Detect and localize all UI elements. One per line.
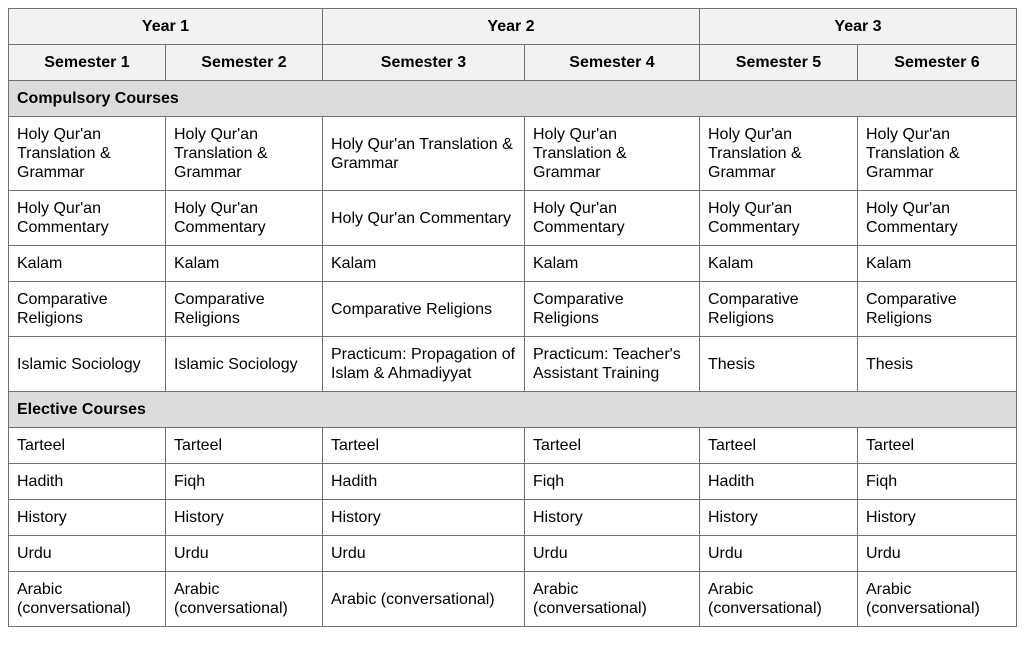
table-cell: Kalam (9, 246, 166, 282)
table-cell: Hadith (323, 464, 525, 500)
curriculum-table (8, 8, 1017, 627)
section-title: Elective Courses (9, 392, 1017, 428)
table-cell: Holy Qur'an Commentary (525, 191, 700, 246)
table-cell: Islamic Sociology (9, 337, 166, 392)
table-row (9, 191, 1017, 246)
table-cell: Thesis (858, 337, 1017, 392)
table-cell: Comparative Religions (166, 282, 323, 337)
table-cell: Arabic (conversational) (323, 572, 525, 627)
table-cell: Hadith (700, 464, 858, 500)
table-cell: Tarteel (858, 428, 1017, 464)
semester-header: Semester 1 (9, 45, 166, 81)
table-cell: Practicum: Teacher's Assistant Training (525, 337, 700, 392)
table-cell: Tarteel (166, 428, 323, 464)
table-cell: Comparative Religions (9, 282, 166, 337)
table-cell: Holy Qur'an Translation & Grammar (525, 117, 700, 191)
table-cell: Arabic (conversational) (9, 572, 166, 627)
table-cell: History (700, 500, 858, 536)
table-row (9, 500, 1017, 536)
table-row (9, 337, 1017, 392)
table-cell: History (525, 500, 700, 536)
table-cell: History (9, 500, 166, 536)
table-cell: Kalam (858, 246, 1017, 282)
table-cell: Urdu (700, 536, 858, 572)
table-cell: Fiqh (858, 464, 1017, 500)
section-title: Compulsory Courses (9, 81, 1017, 117)
table-row (9, 428, 1017, 464)
table-cell: Holy Qur'an Translation & Grammar (700, 117, 858, 191)
table-cell: Urdu (9, 536, 166, 572)
semester-header: Semester 3 (323, 45, 525, 81)
semester-header-row (9, 45, 1017, 81)
table-cell: Kalam (166, 246, 323, 282)
table-cell: Fiqh (525, 464, 700, 500)
table-cell: Arabic (conversational) (166, 572, 323, 627)
year-header-row (9, 9, 1017, 45)
table-cell: Tarteel (9, 428, 166, 464)
table-cell: Urdu (858, 536, 1017, 572)
semester-header: Semester 2 (166, 45, 323, 81)
table-cell: History (323, 500, 525, 536)
table-cell: Holy Qur'an Commentary (323, 191, 525, 246)
table-row (9, 536, 1017, 572)
semester-header: Semester 5 (700, 45, 858, 81)
semester-header: Semester 4 (525, 45, 700, 81)
table-cell: Holy Qur'an Commentary (9, 191, 166, 246)
table-cell: Tarteel (323, 428, 525, 464)
table-cell: Holy Qur'an Translation & Grammar (858, 117, 1017, 191)
table-cell: Arabic (conversational) (858, 572, 1017, 627)
year-header: Year 1 (9, 9, 323, 45)
table-body (9, 81, 1017, 627)
table-cell: Islamic Sociology (166, 337, 323, 392)
table-cell: Comparative Religions (323, 282, 525, 337)
section-row (9, 81, 1017, 117)
table-cell: Arabic (conversational) (700, 572, 858, 627)
table-cell: History (858, 500, 1017, 536)
table-cell: Comparative Religions (700, 282, 858, 337)
table-cell: Practicum: Propagation of Islam & Ahmadiyyat (323, 337, 525, 392)
table-cell: Urdu (323, 536, 525, 572)
table-cell: Holy Qur'an Translation & Grammar (166, 117, 323, 191)
table-cell: Holy Qur'an Commentary (166, 191, 323, 246)
table-cell: Kalam (700, 246, 858, 282)
semester-header: Semester 6 (858, 45, 1017, 81)
table-cell: Holy Qur'an Commentary (700, 191, 858, 246)
table-cell: Kalam (323, 246, 525, 282)
table-cell: Arabic (conversational) (525, 572, 700, 627)
table-cell: Holy Qur'an Translation & Grammar (323, 117, 525, 191)
table-row (9, 246, 1017, 282)
table-cell: Comparative Religions (525, 282, 700, 337)
year-header: Year 2 (323, 9, 700, 45)
table-row (9, 464, 1017, 500)
section-row (9, 392, 1017, 428)
table-cell: Kalam (525, 246, 700, 282)
table-row (9, 282, 1017, 337)
table-cell: Holy Qur'an Translation & Grammar (9, 117, 166, 191)
table-cell: Urdu (525, 536, 700, 572)
table-cell: Hadith (9, 464, 166, 500)
table-cell: Holy Qur'an Commentary (858, 191, 1017, 246)
table-row (9, 572, 1017, 627)
table-cell: Comparative Religions (858, 282, 1017, 337)
table-cell: Urdu (166, 536, 323, 572)
year-header: Year 3 (700, 9, 1017, 45)
table-cell: History (166, 500, 323, 536)
table-cell: Tarteel (700, 428, 858, 464)
table-row (9, 117, 1017, 191)
table-cell: Fiqh (166, 464, 323, 500)
table-cell: Tarteel (525, 428, 700, 464)
table-cell: Thesis (700, 337, 858, 392)
